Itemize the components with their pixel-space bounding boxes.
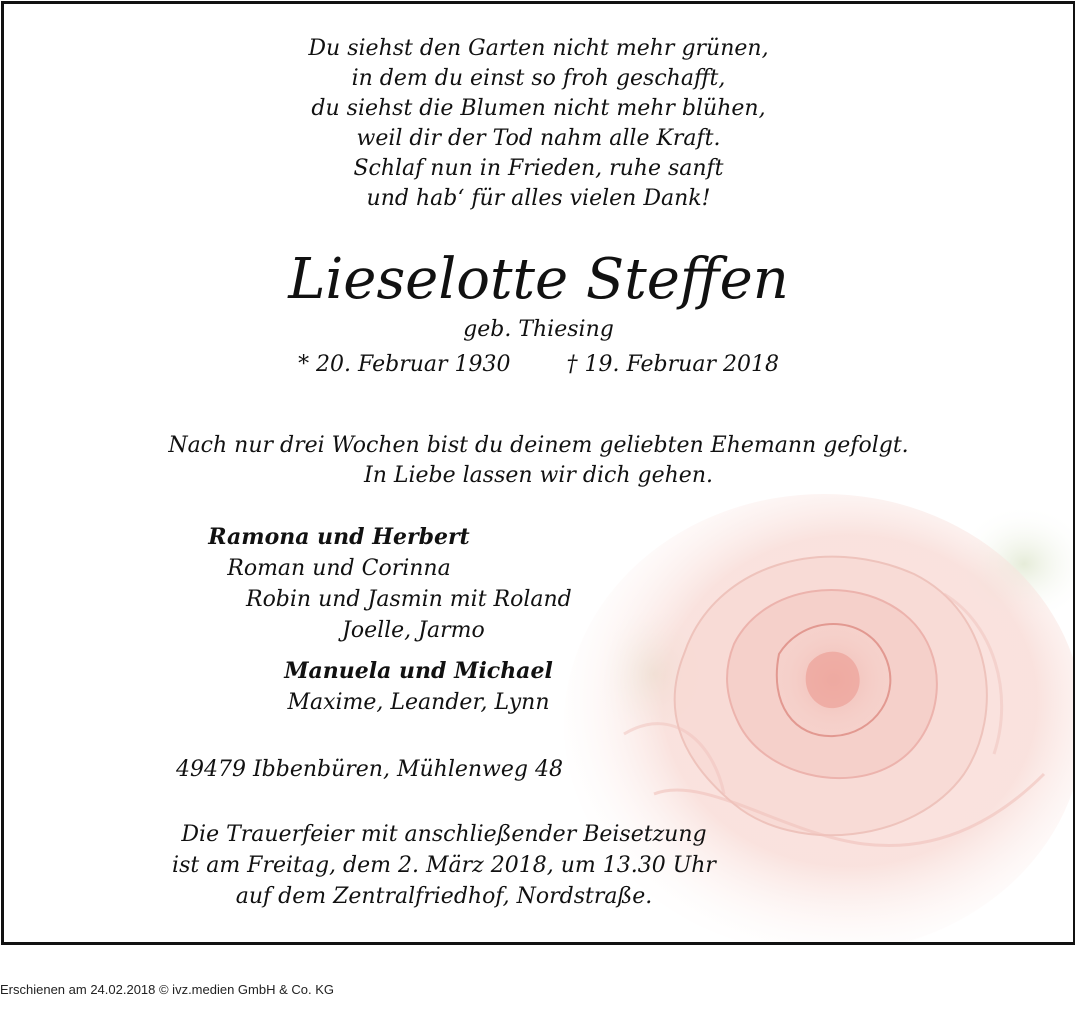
family-line-short [342,615,485,646]
family-group-head: Manuela und Michael [284,658,553,684]
publication-footer: Erschienen am 24.02.2018 © ivz.medien GmbH & Co. KG [0,982,335,997]
message-line: In Liebe lassen wir dich gehen. [364,463,713,488]
family-member-line: Roman und Corinna [227,556,451,581]
family-member-line: Maxime, Leander, Lynn [287,690,550,715]
birth-date: * 20. Februar 1930 [298,352,511,377]
farewell-message [4,431,1073,491]
obituary-notice [1,1,1075,945]
death-date: † 19. Februar 2018 [566,352,779,377]
message-line: Nach nur drei Wochen bist du deinem geliebten Ehemann gefolgt. [168,433,909,458]
family-group-head: Ramona und Herbert [208,524,470,550]
ceremony-line: Die Trauerfeier mit anschließender Beisetzung [181,822,707,847]
deceased-name: Lieselotte Steffen [288,247,789,312]
family-group-1 [164,522,514,584]
poem-line: du siehst die Blumen nicht mehr blühen, [311,96,766,121]
ceremony-info [4,819,884,912]
address: 49479 Ibbenbüren, Mühlenweg 48 [176,757,563,782]
poem-line: Du siehst den Garten nicht mehr grünen, [308,36,769,61]
family-member-line: Robin und Jasmin mit Roland [246,587,572,612]
poem-line: in dem du einst so froh geschafft, [351,66,726,91]
poem-line: weil dir der Tod nahm alle Kraft. [356,126,721,151]
poem-line: und hab‘ für alles vielen Dank! [366,186,711,211]
ceremony-line: auf dem Zentralfriedhof, Nordstraße. [235,884,653,909]
life-dates [4,352,1073,377]
birth-name: geb. Thiesing [463,317,614,342]
family-line-long [164,584,746,615]
family-member-line: Joelle, Jarmo [342,618,485,643]
poem-line: Schlaf nun in Frieden, ruhe sanft [353,156,724,181]
poem [4,34,1073,214]
family-group-2 [164,656,669,718]
ceremony-line: ist am Freitag, dem 2. März 2018, um 13.30 Uhr [172,853,716,878]
